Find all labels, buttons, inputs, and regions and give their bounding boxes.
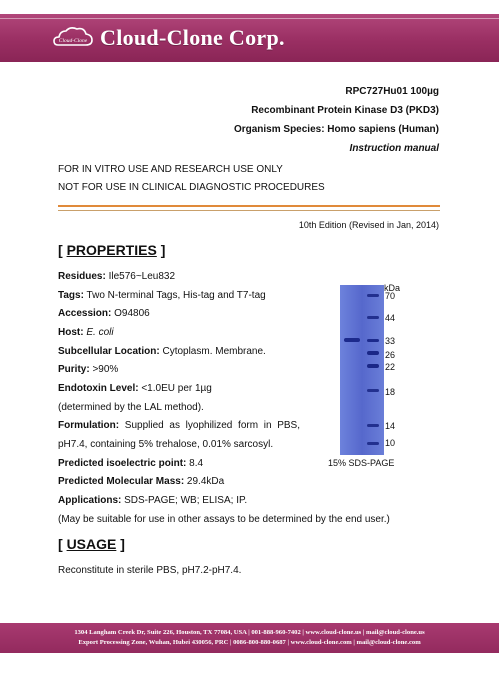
prop-tags-label: Tags: [58, 290, 84, 301]
prop-isoelectric-value: 8.4 [186, 458, 204, 469]
prop-endotoxin-label: Endotoxin Level: [58, 383, 139, 394]
prop-tags-value: Two N-terminal Tags, His-tag and T7-tag [83, 290, 266, 301]
ladder-band-14 [367, 424, 379, 427]
divider-thin [58, 210, 440, 211]
prop-purity-value: >90% [89, 364, 119, 375]
bracket-open: [ [58, 242, 67, 258]
prop-isoelectric [58, 458, 203, 469]
prop-subcellular-value: Cytoplasm. Membrane. [159, 346, 266, 357]
usage-heading [58, 536, 125, 552]
gel-background [340, 285, 384, 455]
catalog-number: RPC727Hu01 100µg [345, 86, 439, 97]
edition-note: 10th Edition (Revised in Jan, 2014) [298, 220, 439, 230]
prop-residues [58, 271, 175, 282]
marker-33: 33 [385, 336, 396, 346]
cloud-logo-icon [52, 23, 94, 53]
prop-residues-label: Residues: [58, 271, 106, 282]
prop-applications-note: (May be suitable for use in other assays to be determined by the end user.) [58, 514, 390, 525]
prop-endotoxin-value: <1.0EU per 1µg [138, 383, 212, 394]
ladder-band-22 [367, 364, 379, 368]
marker-14: 14 [385, 421, 396, 431]
footer-address-us: 1304 Langham Creek Dr, Suite 226, Houston, TX 77084, USA | 001-888-960-7402 | www.cloud-clone.us | mail@cloud-clone.us [74, 629, 425, 636]
ladder-band-18 [367, 389, 379, 392]
prop-applications-label: Applications: [58, 495, 122, 506]
organism-species: Organism Species: Homo sapiens (Human) [233, 124, 439, 135]
prop-accession-label: Accession: [58, 308, 112, 319]
product-name: Recombinant Protein Kinase D3 (PKD3) [251, 105, 439, 116]
divider-orange [58, 205, 440, 207]
prop-host-value: E. coli [86, 327, 114, 338]
ladder-band-26 [367, 351, 379, 355]
usage-title: USAGE [66, 536, 117, 552]
usage-text: Reconstitute in sterile PBS, pH7.2-pH7.4. [58, 565, 242, 576]
doc-type: Instruction manual [349, 143, 439, 154]
header-stripe [0, 18, 499, 19]
marker-18: 18 [385, 387, 396, 397]
prop-applications-value: SDS-PAGE; WB; ELISA; IP. [121, 495, 248, 506]
gel-caption: 15% SDS-PAGE [328, 458, 395, 468]
usage-bracket-close: ] [116, 536, 125, 552]
notice-research-only: FOR IN VITRO USE AND RESEARCH USE ONLY [58, 164, 283, 175]
prop-isoelectric-label: Predicted isoelectric point: [58, 458, 187, 469]
prop-formulation-value: Supplied as lyophilized form in PBS, [119, 420, 300, 431]
logo-small-text: Cloud-Clone [58, 38, 88, 44]
prop-accession-value: O94806 [111, 308, 150, 319]
prop-purity [58, 364, 118, 375]
prop-mol-mass-label: Predicted Molecular Mass: [58, 476, 185, 487]
company-logo [52, 22, 285, 54]
marker-26: 26 [385, 350, 396, 360]
prop-tags [58, 290, 266, 301]
prop-endotoxin [58, 383, 212, 394]
prop-mol-mass-value: 29.4kDa [184, 476, 225, 487]
prop-accession [58, 308, 150, 319]
prop-residues-value: Ile576~Leu832 [105, 271, 176, 282]
marker-70: 70 [385, 291, 396, 301]
company-name: Cloud-Clone Corp. [100, 25, 285, 50]
prop-mol-mass [58, 476, 224, 487]
ladder-band-70 [367, 294, 379, 297]
sample-band [344, 338, 360, 342]
footer-band [0, 623, 499, 653]
marker-44: 44 [385, 313, 396, 323]
prop-formulation [58, 420, 300, 431]
prop-host [58, 327, 114, 338]
prop-applications [58, 495, 247, 506]
marker-10: 10 [385, 438, 396, 448]
prop-subcellular-label: Subcellular Location: [58, 346, 160, 357]
marker-22: 22 [385, 362, 396, 372]
usage-bracket-open: [ [58, 536, 67, 552]
prop-purity-label: Purity: [58, 364, 90, 375]
footer-address-prc: Export Processing Zone, Wuhan, Hubei 430056, PRC | 0086-800-880-0687 | www.cloud-clone.com | mail@cloud-clone.com [78, 639, 421, 646]
ladder-band-33 [367, 339, 379, 342]
bracket-close: ] [156, 242, 166, 258]
ladder-band-44 [367, 316, 379, 319]
prop-subcellular [58, 346, 266, 357]
properties-title: PROPERTIES [66, 242, 157, 258]
gel-unit-label: kDa [384, 283, 401, 293]
sds-page-gel-image [340, 285, 384, 455]
prop-formulation-cont: pH7.4, containing 5% trehalose, 0.01% sarcosyl. [58, 439, 274, 450]
ladder-band-10 [367, 442, 379, 445]
prop-formulation-label: Formulation: [58, 420, 120, 431]
prop-host-label: Host: [58, 327, 84, 338]
properties-heading [58, 242, 165, 258]
prop-endotoxin-note: (determined by the LAL method). [58, 402, 204, 413]
notice-not-clinical: NOT FOR USE IN CLINICAL DIAGNOSTIC PROCEDURES [58, 182, 325, 193]
